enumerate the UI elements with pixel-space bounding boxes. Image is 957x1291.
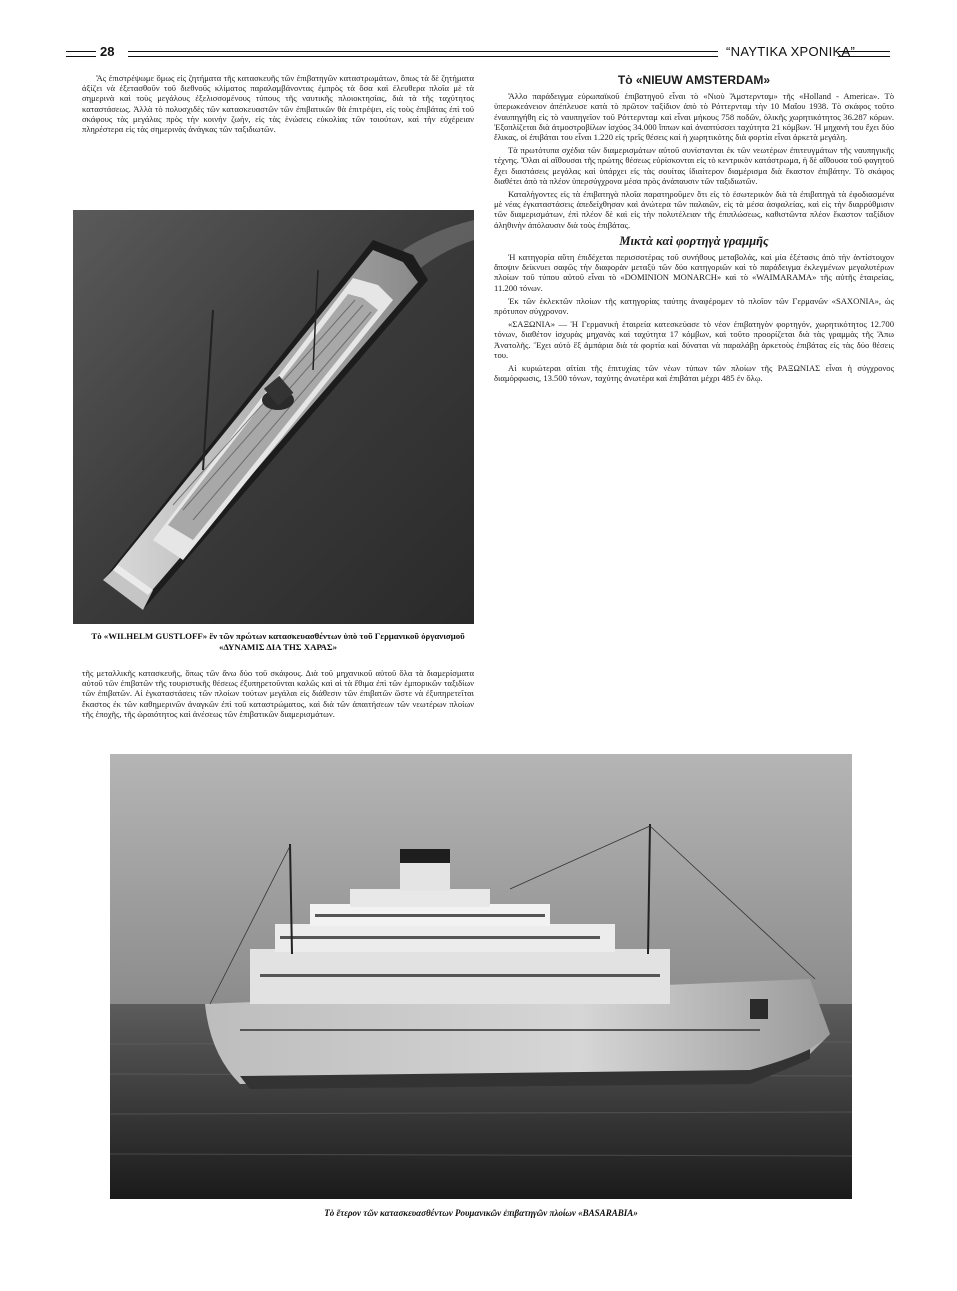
right-column: [494, 73, 894, 386]
publication-title: “ΝΑΥΤΙΚΑ ΧΡΟΝΙΚΑ”: [726, 44, 856, 59]
section1-paragraph: Ἄλλο παράδειγμα εὐρωπαϊκοῦ ἐπιβατηγοῦ εἶναι τὸ «Νιοὺ Ἄμστερνταμ» τῆς «Holland - America». Τὸ ὑπερωκεάνειον ἀπέπλευσε κατὰ τὸ πρῶτον ταξίδιον ἀπὸ τὸ Ρόττερνταμ τὴν 10 Μαΐου 1938. Τὸ σκάφος τοῦτο ἐναυπηγήθη εἰς τὸ ναυπηγεῖον τοῦ Ρόττερνταμ καὶ εἶναι μήκους 758 ποδῶν, ὁλικῆς χωρητικότητος 36.287 κόρων. Ἐξοπλίζεται διὰ ἀτμοστροβίλων ἰσχύος 34.000 ἵππων καὶ ἀναπτύσσει ταχύτητα 21 κόμβων. Ἡ μηχανὴ του ἔχει δύο ἕλικας, οἱ ἐπιβάται του εἶναι 1.220 εἰς τρεῖς θέσεις καὶ ἡ χωρητικότης διὰ φορτία εἶναι ἀρκετὰ μεγάλη.: [494, 91, 894, 143]
section2-paragraph: Αἱ κυριώτεραι αἰτίαι τῆς ἐπιτυχίας τῶν νέων τύπων τῶν πλοίων τῆς PAΞΩΝΙΑΣ εἶναι ἡ σύγχρονος διαμόρφωσις, 13.500 τόνων, ταχύτης ἀνωτέρα καὶ ἐπιβάται μέχρι 485 ἐν ὅλῳ.: [494, 363, 894, 384]
ship-photo-wilhelm-gustloff: [73, 210, 474, 624]
left-column-intro: [82, 73, 474, 137]
photo2-caption: Τὸ ἕτερον τῶν κατασκευασθέντων Ρουμανικῶν ἐπιβατηγῶν πλοίων «BASARABIA»: [324, 1208, 638, 1218]
section2-paragraph: Ἡ κατηγορία αὕτη ἐπιδέχεται περισσοτέρας τοῦ συνήθους μεταβολάς, καὶ μία ἐξέτασις ἀπὸ τὴν ἀντίστοιχον ἄποψιν δείκνυει σαφῶς τὴν διαφορὰν μεταξὺ τῶν δύο κατηγοριῶν καὶ τὸ παράδειγμα ἐκλεγμένων μεγαλυτέρων πλοίων τοῦ τύπου αὐτοῦ εἶναι τὸ «DOMINION MONARCH» καὶ τὸ «WAIMARAMA» τῆς αὐτῆς ἑταιρείας, 11.200 τόνων.: [494, 252, 894, 293]
header-rule-right: [838, 51, 890, 57]
section-title-mixed-cargo: Μικτὰ καὶ φορτηγὰ γραμμῆς: [619, 233, 769, 248]
photo1-caption: Τὸ «WILHELM GUSTLOFF» ἓν τῶν πρώτων κατασκευασθέντων ὑπὸ τοῦ Γερμανικοῦ ὀργανισμοῦ «ΔΥΝΑΜΙΣ ΔΙΑ ΤΗΣ ΧΑΡΑΣ»: [91, 631, 465, 652]
section2-paragraph: Ἐκ τῶν ἐκλεκτῶν πλοίων τῆς κατηγορίας ταύτης ἀναφέρομεν τὸ πλοῖον τῶν Γερμανῶν «SAXONIA», ὡς πρότυπον σύγχρονον.: [494, 295, 894, 317]
left-column-continued: [82, 668, 474, 722]
page-header: [66, 44, 890, 64]
intro-paragraph: Ἄς ἐπιστρέψωμε ὅμως εἰς ζητήματα τῆς κατασκευῆς τῶν ἐπιβατηγῶν καταστρωμάτων, ὅπως τὰ δὲ ζητήματα ἀξίζει νὰ ἐξετασθοῦν τοῦ διεθνοῦς κλίματος παραλαμβάνοντας ἐμπρὸς τὰ ὄσα καὶ ἐλευθερα πλοῖα μὲ τὰ σημερινὰ καὶ τοὺς μεγάλους ἐξελισσομένους τύπους τῆς ναυτικῆς πλοιοκτησίας, διὰ τὰ τῆς ταχύτητος καταστάσεως. Ἀλλὰ τὸ πολυσχιδὲς τῶν κατασκευαστῶν τῶν ἐπιβατικῶν θὰ ἐπιτρέψει, εἰς τοὺς ἐπιβάτας ἐπὶ τοῦ σκάφους τὰς μεγάλας πρὸς τὴν κοινὴν ζωὴν, εἰς τὰς ἑνώσεις εὐκολίας τῶν τοιούτων, καὶ τὴν εὐχέρειαν πληρέστερα εἰς τὰς σημερινὰς ἀνάγκας τῶν ταξιδιωτῶν.: [82, 73, 474, 135]
left-paragraph: τῆς μεταλλικῆς κατασκευῆς, ὅπως τῶν ἄνω δύο τοῦ σκάφους. Διὰ τοῦ μηχανικοῦ αὐτοῦ ὅλα τὰ διαμερίσματα αὐτοῦ τῶν ἐπιβατῶν τῆς τουριστικῆς θέσεως ἐξυπηρετοῦνται καλῶς καὶ αἱ τὰ ἔθιμα ἐπὶ τῶν ἐμπορικῶν ταξιδίων τῶν ἐπιβατῶν. Αἱ ἐγκαταστάσεις τῶν πλοίων τούτων μεγάλαι εἰς διάθεσιν τῶν ἐπιβατῶν ὥστε νὰ ἐξυπηρετεῖται ἕκαστος ἐκ τῶν καθημερινῶν ἀναγκῶν ἐπὶ τοῦ καταστρώματος, καὶ διὰ τῶν ἀπαιτήσεων τῶν νεωτέρων πλοίων τῆς ἐποχῆς, τῆς ὡραιότητος καὶ ἀνέσεως τῶν ἐπιβατικῶν διαμερισμάτων.: [82, 668, 474, 719]
ship-photo-basarabia: [110, 754, 852, 1199]
section2-paragraph: «ΣΑΞΩΝΙΑ» — Ἡ Γερμανικὴ ἑταιρεία κατεσκεύασε τὸ νέον ἐπιβατηγὸν φορτηγόν, χωρητικότητος 12.700 τόνων, διαθέτον ἰσχυρὰς μηχανὰς καὶ ταχύτητα 17 κόμβων, καὶ τοῦτο προορίζεται διὰ τὰς γραμμὰς τῆς Ἄπω Ἀνατολῆς. Ἔχει αὐτὸ ἓξ ἀμπάρια διὰ τὰ φορτία καὶ δύναται νὰ παραλάβῃ ἀρκετοὺς ἐπιβάτας εἰς τὰς δύο θέσεις του.: [494, 319, 894, 360]
page-number: 28: [100, 44, 115, 59]
section-title-nieuw-amsterdam: Τὸ «NIEUW AMSTERDAM»: [617, 73, 771, 87]
header-rule-center: [128, 51, 718, 57]
section1-paragraph: Καταλήγοντες εἰς τὰ ἐπιβατηγὰ πλοῖα παρατηροῦμεν ὅτι εἰς τὸ ἐσωτερικὸν διὰ τὰ ἐπιβατηγὰ τὰ ἐφοδιασμένα μὲ νέας ἐγκαταστάσεις ἀπεδείχθησαν καὶ ἀνώτερα τῶν παλαιῶν, εἰς τὰ μέσα ἀσφαλείας, καὶ εἰς τὴν διαρρύθμισιν τῶν διαμερισμάτων, ἐπὶ πλέον δὲ καὶ εἰς τὴν πολυτέλειαν τῆς ἐπιπλώσεως, καθιστῶντα πλέον ἕκαστον ταξίδιον ἀληθινὴν ἀπόλαυσιν διὰ τοὺς ἐπιβάτας.: [494, 189, 894, 230]
header-rule-left: [66, 51, 96, 57]
section1-paragraph: Τὰ πρωτότυπα σχέδια τῶν διαμερισμάτων αὐτοῦ συνίστανται ἐκ τῶν νεωτέρων ἐπιτευγμάτων τῆς ναυπηγικῆς τέχνης. Ὅλαι αἱ αἴθουσαι τῆς πρώτης θέσεως εὑρίσκονται εἰς τὸ κεντρικὸν κατάστρωμα, ἡ δὲ αἴθουσα τοῦ φαγητοῦ ἔχει διαστάσεις μεγάλας καὶ ὑπάρχει εἰς τὰς σουίτας ἰδιαίτερον διαμέρισμα διὰ ἕκαστον ἐπιβάτην. Τὸ σκάφος διαθέτει ἀπὸ τὰ πλέον ὑπερσύγχρονα μέσα πρὸς ἀνάπαυσιν τῶν ταξιδιωτῶν.: [494, 145, 894, 186]
